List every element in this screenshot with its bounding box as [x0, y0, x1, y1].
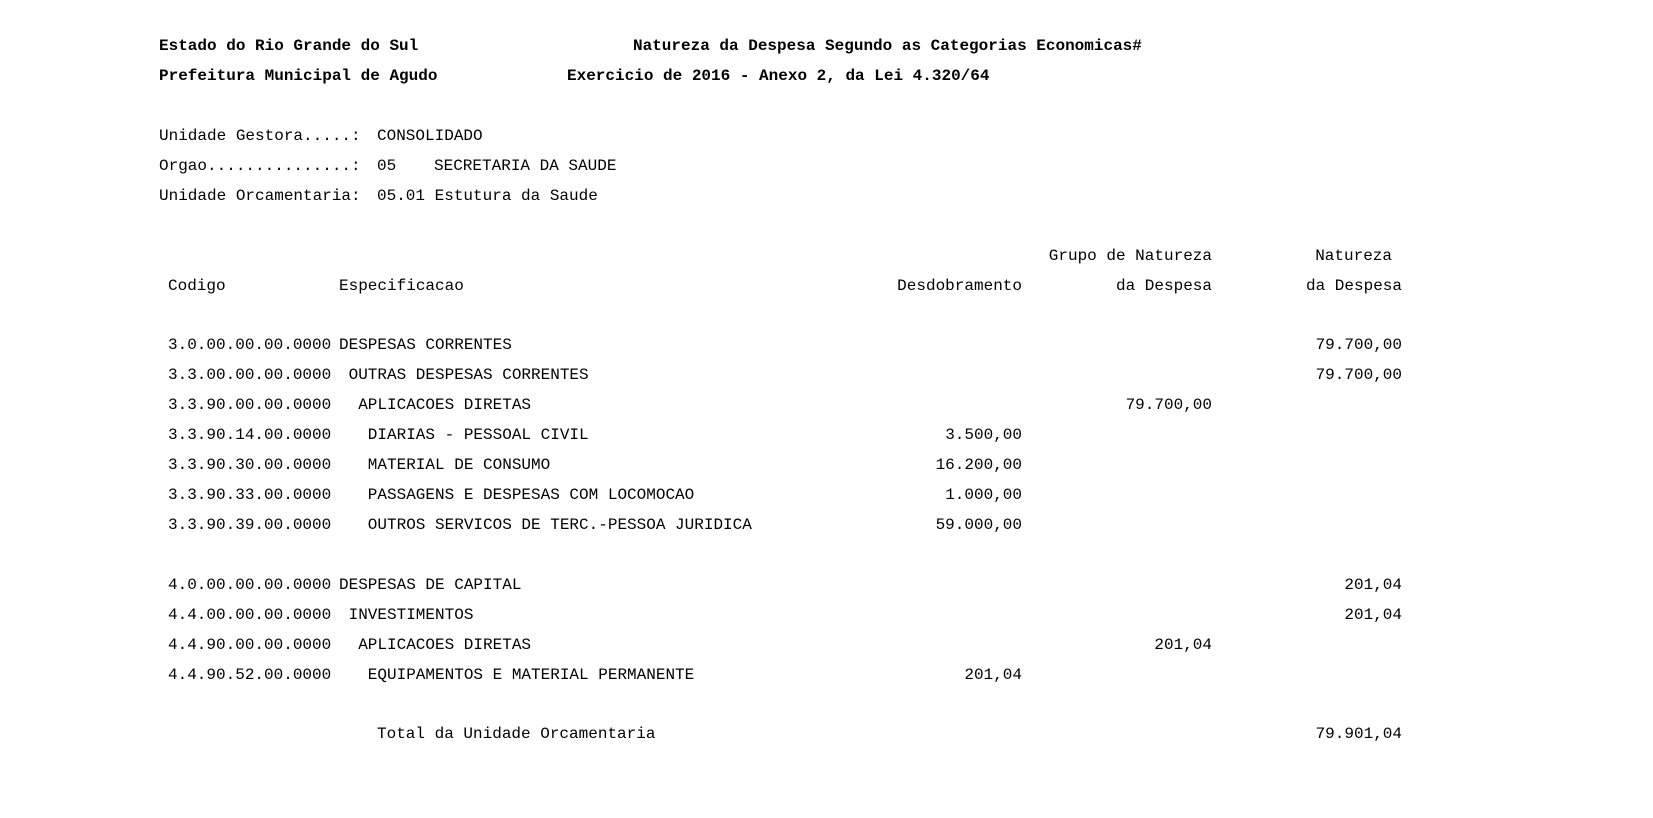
row-desdobramento: 59.000,00: [935, 516, 1022, 534]
state-name: Estado do Rio Grande do Sul: [159, 37, 419, 55]
total-value: 79.901,04: [1315, 725, 1402, 743]
row-natureza: 201,04: [1344, 606, 1402, 624]
col-natureza-line2: da Despesa: [1305, 277, 1402, 295]
row-spec: OUTROS SERVICOS DE TERC.-PESSOA JURIDICA: [367, 516, 752, 534]
row-desdobramento: 1.000,00: [945, 486, 1022, 504]
municipality-name: Prefeitura Municipal de Agudo: [159, 67, 438, 85]
row-natureza: 201,04: [1344, 576, 1402, 594]
orgao-label: Orgao...............:: [159, 157, 361, 175]
report-subtitle: Exercicio de 2016 - Anexo 2, da Lei 4.320/64: [567, 67, 990, 85]
row-code: 3.3.90.30.00.0000: [168, 456, 332, 474]
unidade-orcamentaria-value: 05.01 Estutura da Saude: [377, 187, 598, 205]
orgao-code: 05: [377, 157, 397, 175]
row-code: 3.3.90.14.00.0000: [168, 426, 332, 444]
col-grupo-line2: da Despesa: [1115, 277, 1212, 295]
total-label: Total da Unidade Orcamentaria: [377, 725, 656, 743]
row-spec: OUTRAS DESPESAS CORRENTES: [348, 366, 589, 384]
row-code: 3.3.90.39.00.0000: [168, 516, 332, 534]
col-grupo-line1: Grupo de Natureza: [1048, 247, 1212, 265]
row-code: 4.4.00.00.00.0000: [168, 606, 332, 624]
row-code: 3.3.90.00.00.0000: [168, 396, 332, 414]
row-spec: EQUIPAMENTOS E MATERIAL PERMANENTE: [367, 666, 695, 684]
row-spec: DESPESAS CORRENTES: [339, 336, 512, 354]
row-spec: PASSAGENS E DESPESAS COM LOCOMOCAO: [367, 486, 695, 504]
col-codigo: Codigo: [168, 277, 226, 295]
row-code: 3.0.00.00.00.0000: [168, 336, 332, 354]
row-spec: APLICACOES DIRETAS: [358, 636, 532, 654]
row-spec: DIARIAS - PESSOAL CIVIL: [367, 426, 589, 444]
row-code: 4.4.90.52.00.0000: [168, 666, 332, 684]
row-code: 4.4.90.00.00.0000: [168, 636, 332, 654]
row-spec: MATERIAL DE CONSUMO: [367, 456, 551, 474]
row-natureza: 79.700,00: [1315, 336, 1402, 354]
orgao-name: SECRETARIA DA SAUDE: [434, 157, 617, 175]
col-especificacao: Especificacao: [339, 277, 464, 295]
unidade-gestora-label: Unidade Gestora.....:: [159, 127, 361, 145]
row-grupo: 79.700,00: [1125, 396, 1212, 414]
row-spec: APLICACOES DIRETAS: [358, 396, 532, 414]
row-desdobramento: 201,04: [964, 666, 1022, 684]
row-spec: INVESTIMENTOS: [348, 606, 474, 624]
col-natureza-line1: Natureza: [1315, 247, 1392, 265]
row-code: 3.3.00.00.00.0000: [168, 366, 332, 384]
row-desdobramento: 16.200,00: [935, 456, 1022, 474]
col-desdobramento: Desdobramento: [897, 277, 1022, 295]
unidade-gestora-value: CONSOLIDADO: [377, 127, 483, 145]
report-title: Natureza da Despesa Segundo as Categorias Economicas#: [633, 37, 1142, 55]
unidade-orcamentaria-label: Unidade Orcamentaria:: [159, 187, 361, 205]
row-desdobramento: 3.500,00: [945, 426, 1022, 444]
row-grupo: 201,04: [1154, 636, 1212, 654]
row-code: 3.3.90.33.00.0000: [168, 486, 332, 504]
row-code: 4.0.00.00.00.0000: [168, 576, 332, 594]
row-spec: DESPESAS DE CAPITAL: [339, 576, 522, 594]
row-natureza: 79.700,00: [1315, 366, 1402, 384]
